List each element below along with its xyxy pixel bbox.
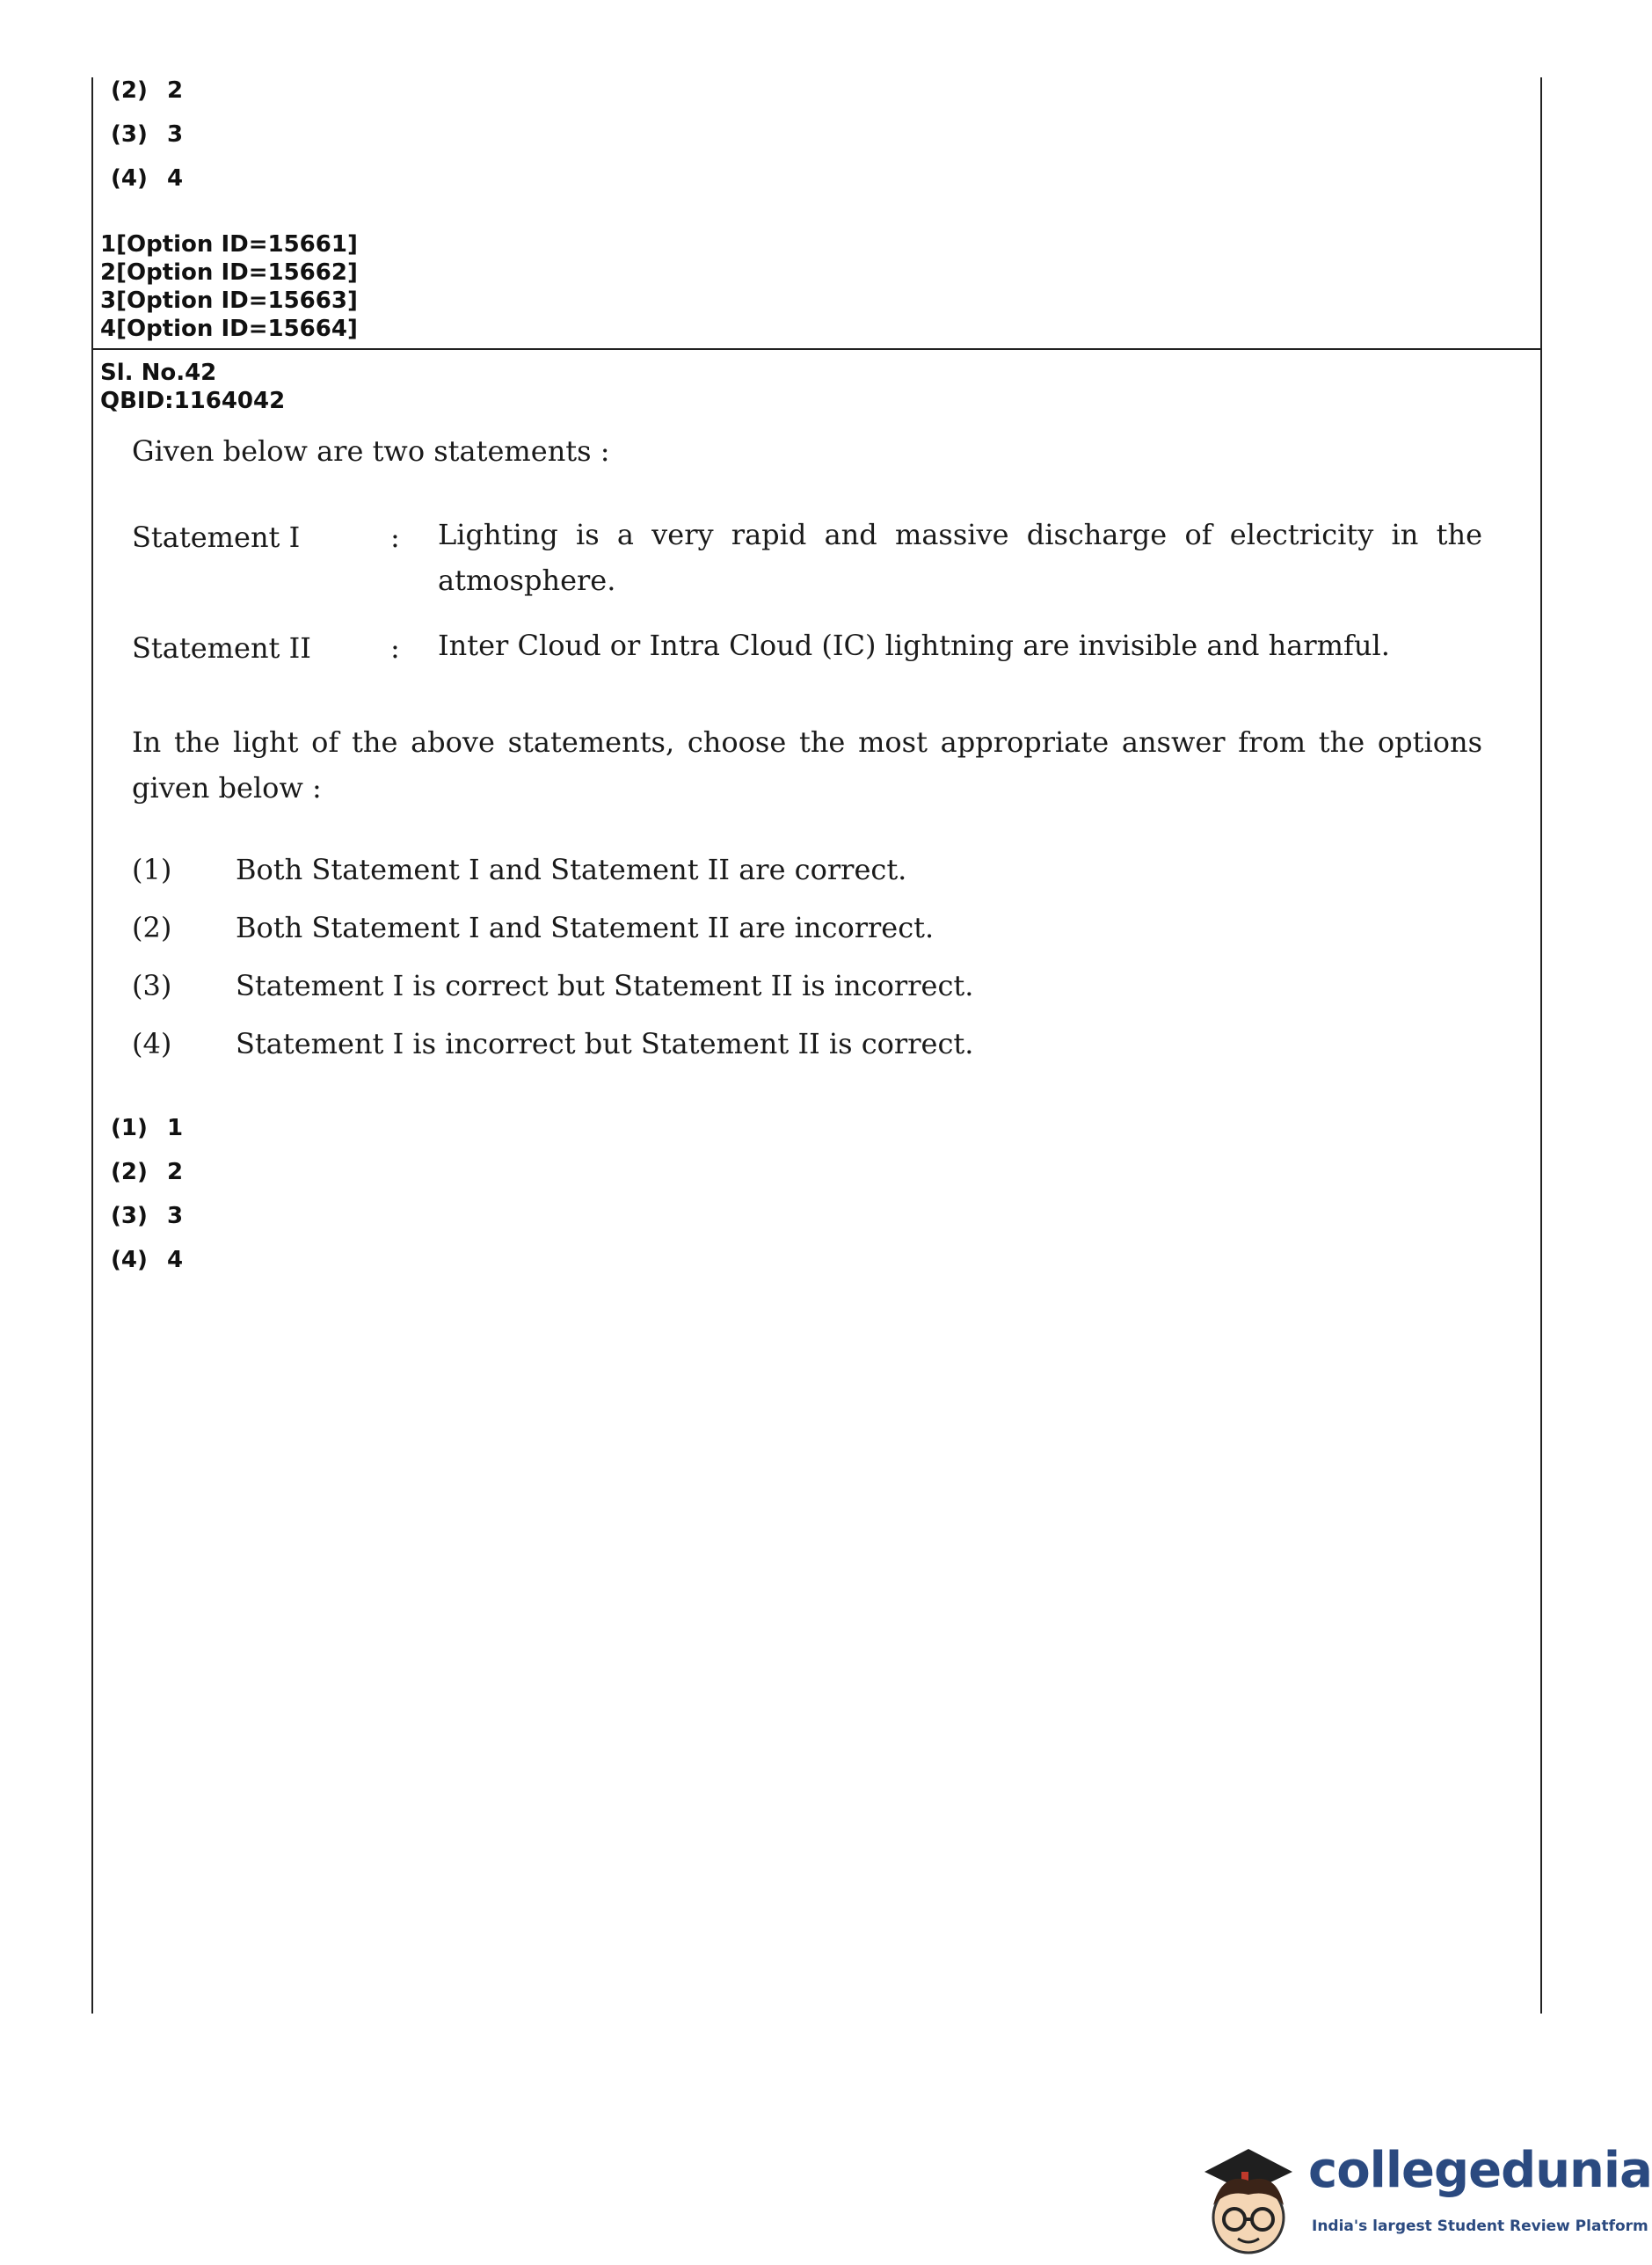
prev-option-value: 3 [167, 121, 184, 148]
page-border-right [1540, 77, 1542, 2014]
choice-number: (2) [132, 911, 172, 944]
qbid: QBID:1164042 [100, 388, 286, 414]
answer-option-number: (4) [111, 1247, 148, 1273]
question-meta [100, 359, 285, 415]
option-id: 3[Option ID=15663] [100, 288, 358, 314]
choice-number: (1) [132, 853, 172, 886]
statement-1-label: Statement I [132, 521, 301, 554]
choice-text: Statement I is incorrect but Statement II is correct. [236, 1027, 974, 1060]
choice-text: Statement I is correct but Statement II is incorrect. [236, 969, 974, 1002]
choice-text: Both Statement I and Statement II are incorrect. [236, 911, 935, 944]
answer-option-number: (1) [111, 1115, 148, 1141]
prev-option-number: (3) [111, 121, 148, 148]
mascot-icon [1196, 2137, 1301, 2260]
option-id: 1[Option ID=15661] [100, 231, 358, 258]
choice-text: Both Statement I and Statement II are correct. [236, 853, 907, 886]
statement-1-text: Lighting is a very rapid and massive discharge of electricity in the atmosphere. [438, 518, 1482, 597]
option-id-list [100, 230, 358, 343]
logo-wordmark: collegedunia [1308, 2142, 1652, 2199]
question-intro: Given below are two statements : [132, 434, 610, 468]
choice-number: (4) [132, 1027, 172, 1060]
statement-2-label: Statement II [132, 631, 311, 665]
question-divider [91, 348, 1542, 350]
answer-option-value: 4 [167, 1247, 184, 1273]
prev-option-value: 2 [167, 77, 184, 104]
prev-option-value: 4 [167, 165, 184, 192]
serial-number: Sl. No.42 [100, 360, 217, 386]
statement-2-text: Inter Cloud or Intra Cloud (IC) lightning are invisible and harmful. [438, 629, 1390, 662]
question-instruction: In the light of the above statements, choose the most appropriate answer from the options given below : [132, 725, 1482, 805]
choice-number: (3) [132, 969, 172, 1002]
answer-option-number: (3) [111, 1203, 148, 1229]
answer-option-value: 2 [167, 1159, 184, 1185]
option-id: 4[Option ID=15664] [100, 316, 358, 342]
answer-option-number: (2) [111, 1159, 148, 1185]
collegedunia-logo [1196, 2137, 1652, 2260]
statement-1-colon: : [390, 521, 400, 554]
option-id: 2[Option ID=15662] [100, 259, 358, 286]
prev-option-number: (4) [111, 165, 148, 192]
logo-tagline: India's largest Student Review Platform [1312, 2218, 1648, 2235]
statement-2-colon: : [390, 631, 400, 665]
answer-option-value: 1 [167, 1115, 184, 1141]
page-border-left [91, 77, 93, 2014]
answer-option-value: 3 [167, 1203, 184, 1229]
prev-option-number: (2) [111, 77, 148, 104]
